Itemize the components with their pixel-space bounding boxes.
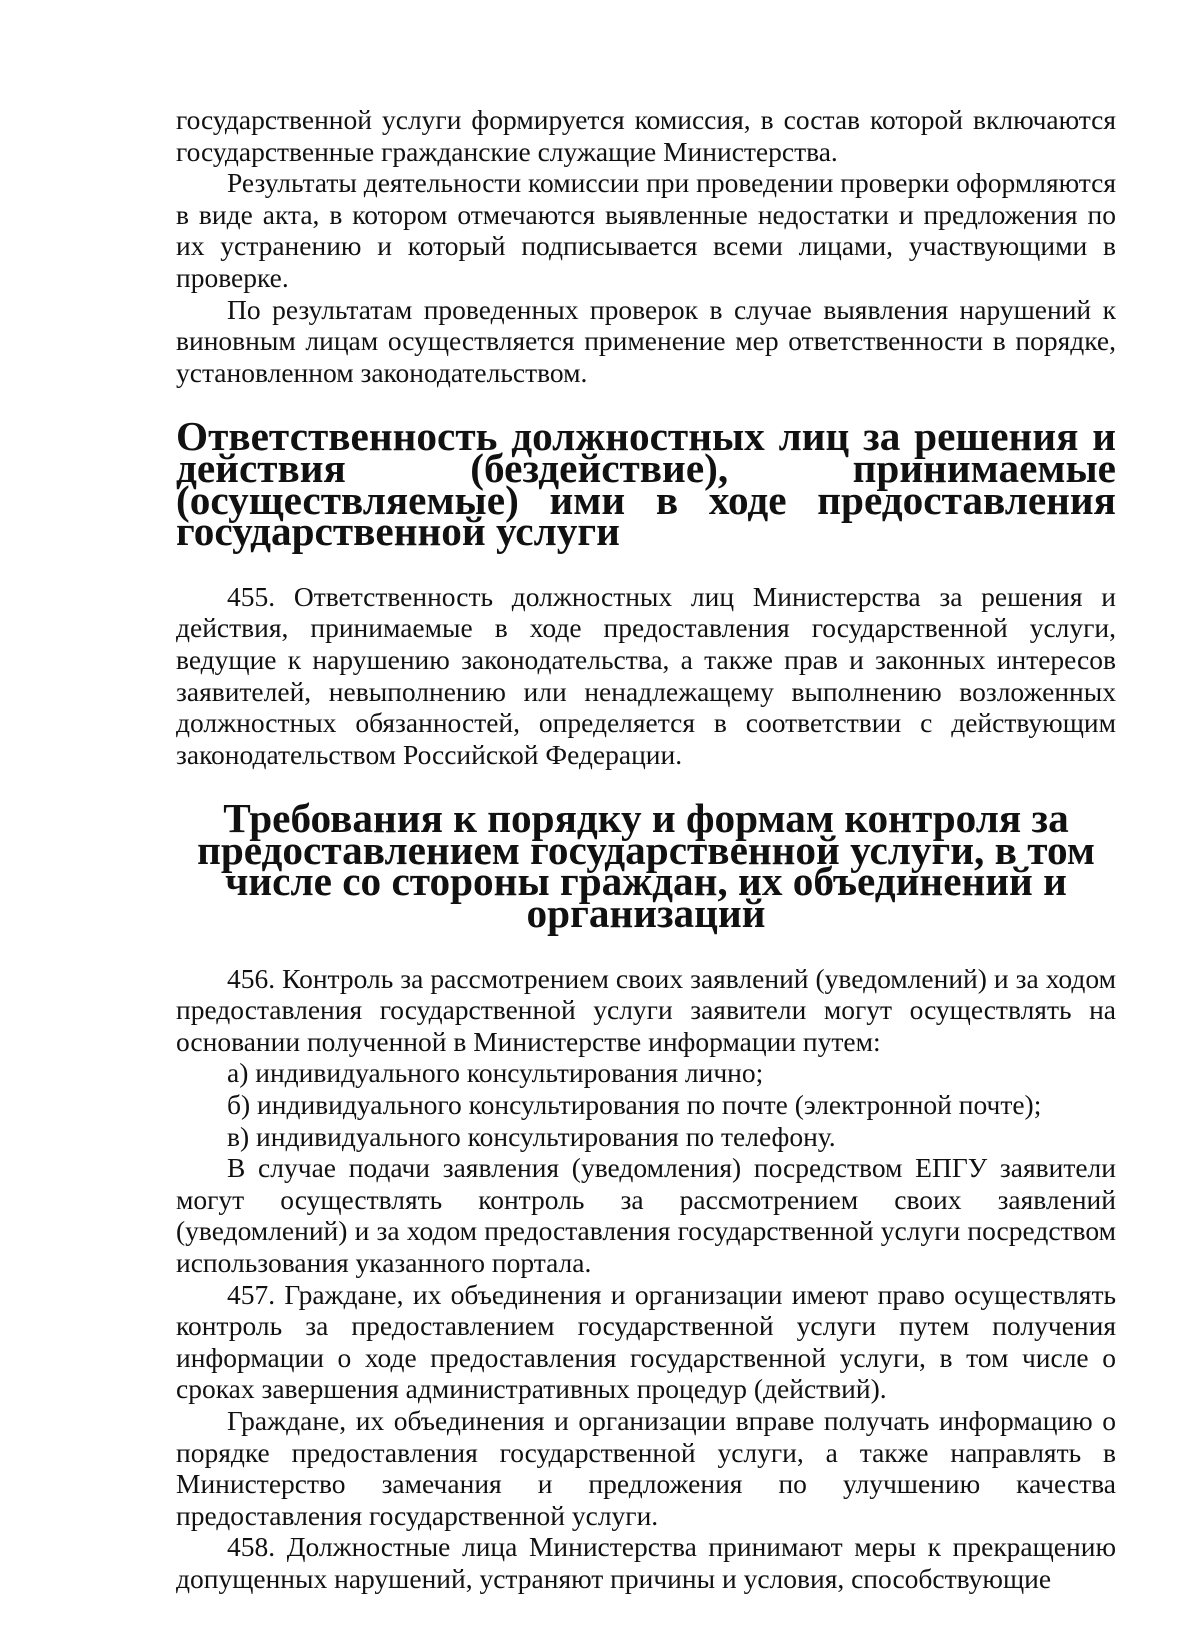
- document-page: [176, 104, 1116, 1595]
- list-item-456-v: в) индивидуального консультирования по телефону.: [227, 1120, 836, 1152]
- heading-control-requirements: Требования к порядку и формам контроля за предоставлением государственной услуги, в том числе со стороны граждан, их объединений и организаций: [197, 795, 1095, 937]
- paragraph-455: 455. Ответственность должностных лиц Министерства за решения и действия, принимаемые в ходе предоставления государственной услуги, ведущие к нарушению законодательства, а также прав и законных интересов заявителей, невыполнению или ненадлежащему выполнению возложенных должностных обязанностей, определяется в соответствии с действующим законодательством Российской Федерации.: [176, 580, 1116, 770]
- paragraph-intro: государственной услуги формируется комиссия, в состав которой включаются государственные гражданские служащие Министерства.: [176, 104, 1116, 167]
- heading-responsibility: Ответственность должностных лиц за решения и действия (бездействие), принимаемые (осуществляемые) ими в ходе предоставления государственной услуги: [176, 413, 1116, 555]
- list-item-456-b: б) индивидуального консультирования по почте (электронной почте);: [227, 1089, 1042, 1121]
- paragraph-results: Результаты деятельности комиссии при проведении проверки оформляются в виде акта, в котором отмечаются выявленные недостатки и предложения по их устранению и который подписывается всеми лицами, участвующими в проверке.: [176, 167, 1116, 293]
- list-item-456-a: а) индивидуального консультирования лично;: [227, 1057, 764, 1089]
- paragraph-457: 457. Граждане, их объединения и организации имеют право осуществлять контроль за предоставлением государственной услуги путем получения информации о ходе предоставления государственной услуги, в том числе о сроках завершения административных процедур (действий).: [176, 1278, 1116, 1405]
- paragraph-citizens: Граждане, их объединения и организации вправе получать информацию о порядке предоставления государственной услуги, а также направлять в Министерство замечания и предложения по улучшению качества предоставления государственной услуги.: [176, 1404, 1116, 1531]
- paragraph-458: 458. Должностные лица Министерства принимают меры к прекращению допущенных нарушений, устраняют причины и условия, способствующие: [176, 1531, 1116, 1594]
- paragraph-456: 456. Контроль за рассмотрением своих заявлений (уведомлений) и за ходом предоставления государственной услуги заявители могут осуществлять на основании полученной в Министерстве информации путем:: [176, 962, 1116, 1057]
- paragraph-violations: По результатам проведенных проверок в случае выявления нарушений к виновным лицам осуществляется применение мер ответственности в порядке, установленном законодательством.: [176, 293, 1116, 388]
- paragraph-epgu: В случае подачи заявления (уведомления) посредством ЕПГУ заявители могут осуществлять контроль за рассмотрением своих заявлений (уведомлений) и за ходом предоставления государственной услуги посредством использования указанного портала.: [176, 1152, 1116, 1278]
